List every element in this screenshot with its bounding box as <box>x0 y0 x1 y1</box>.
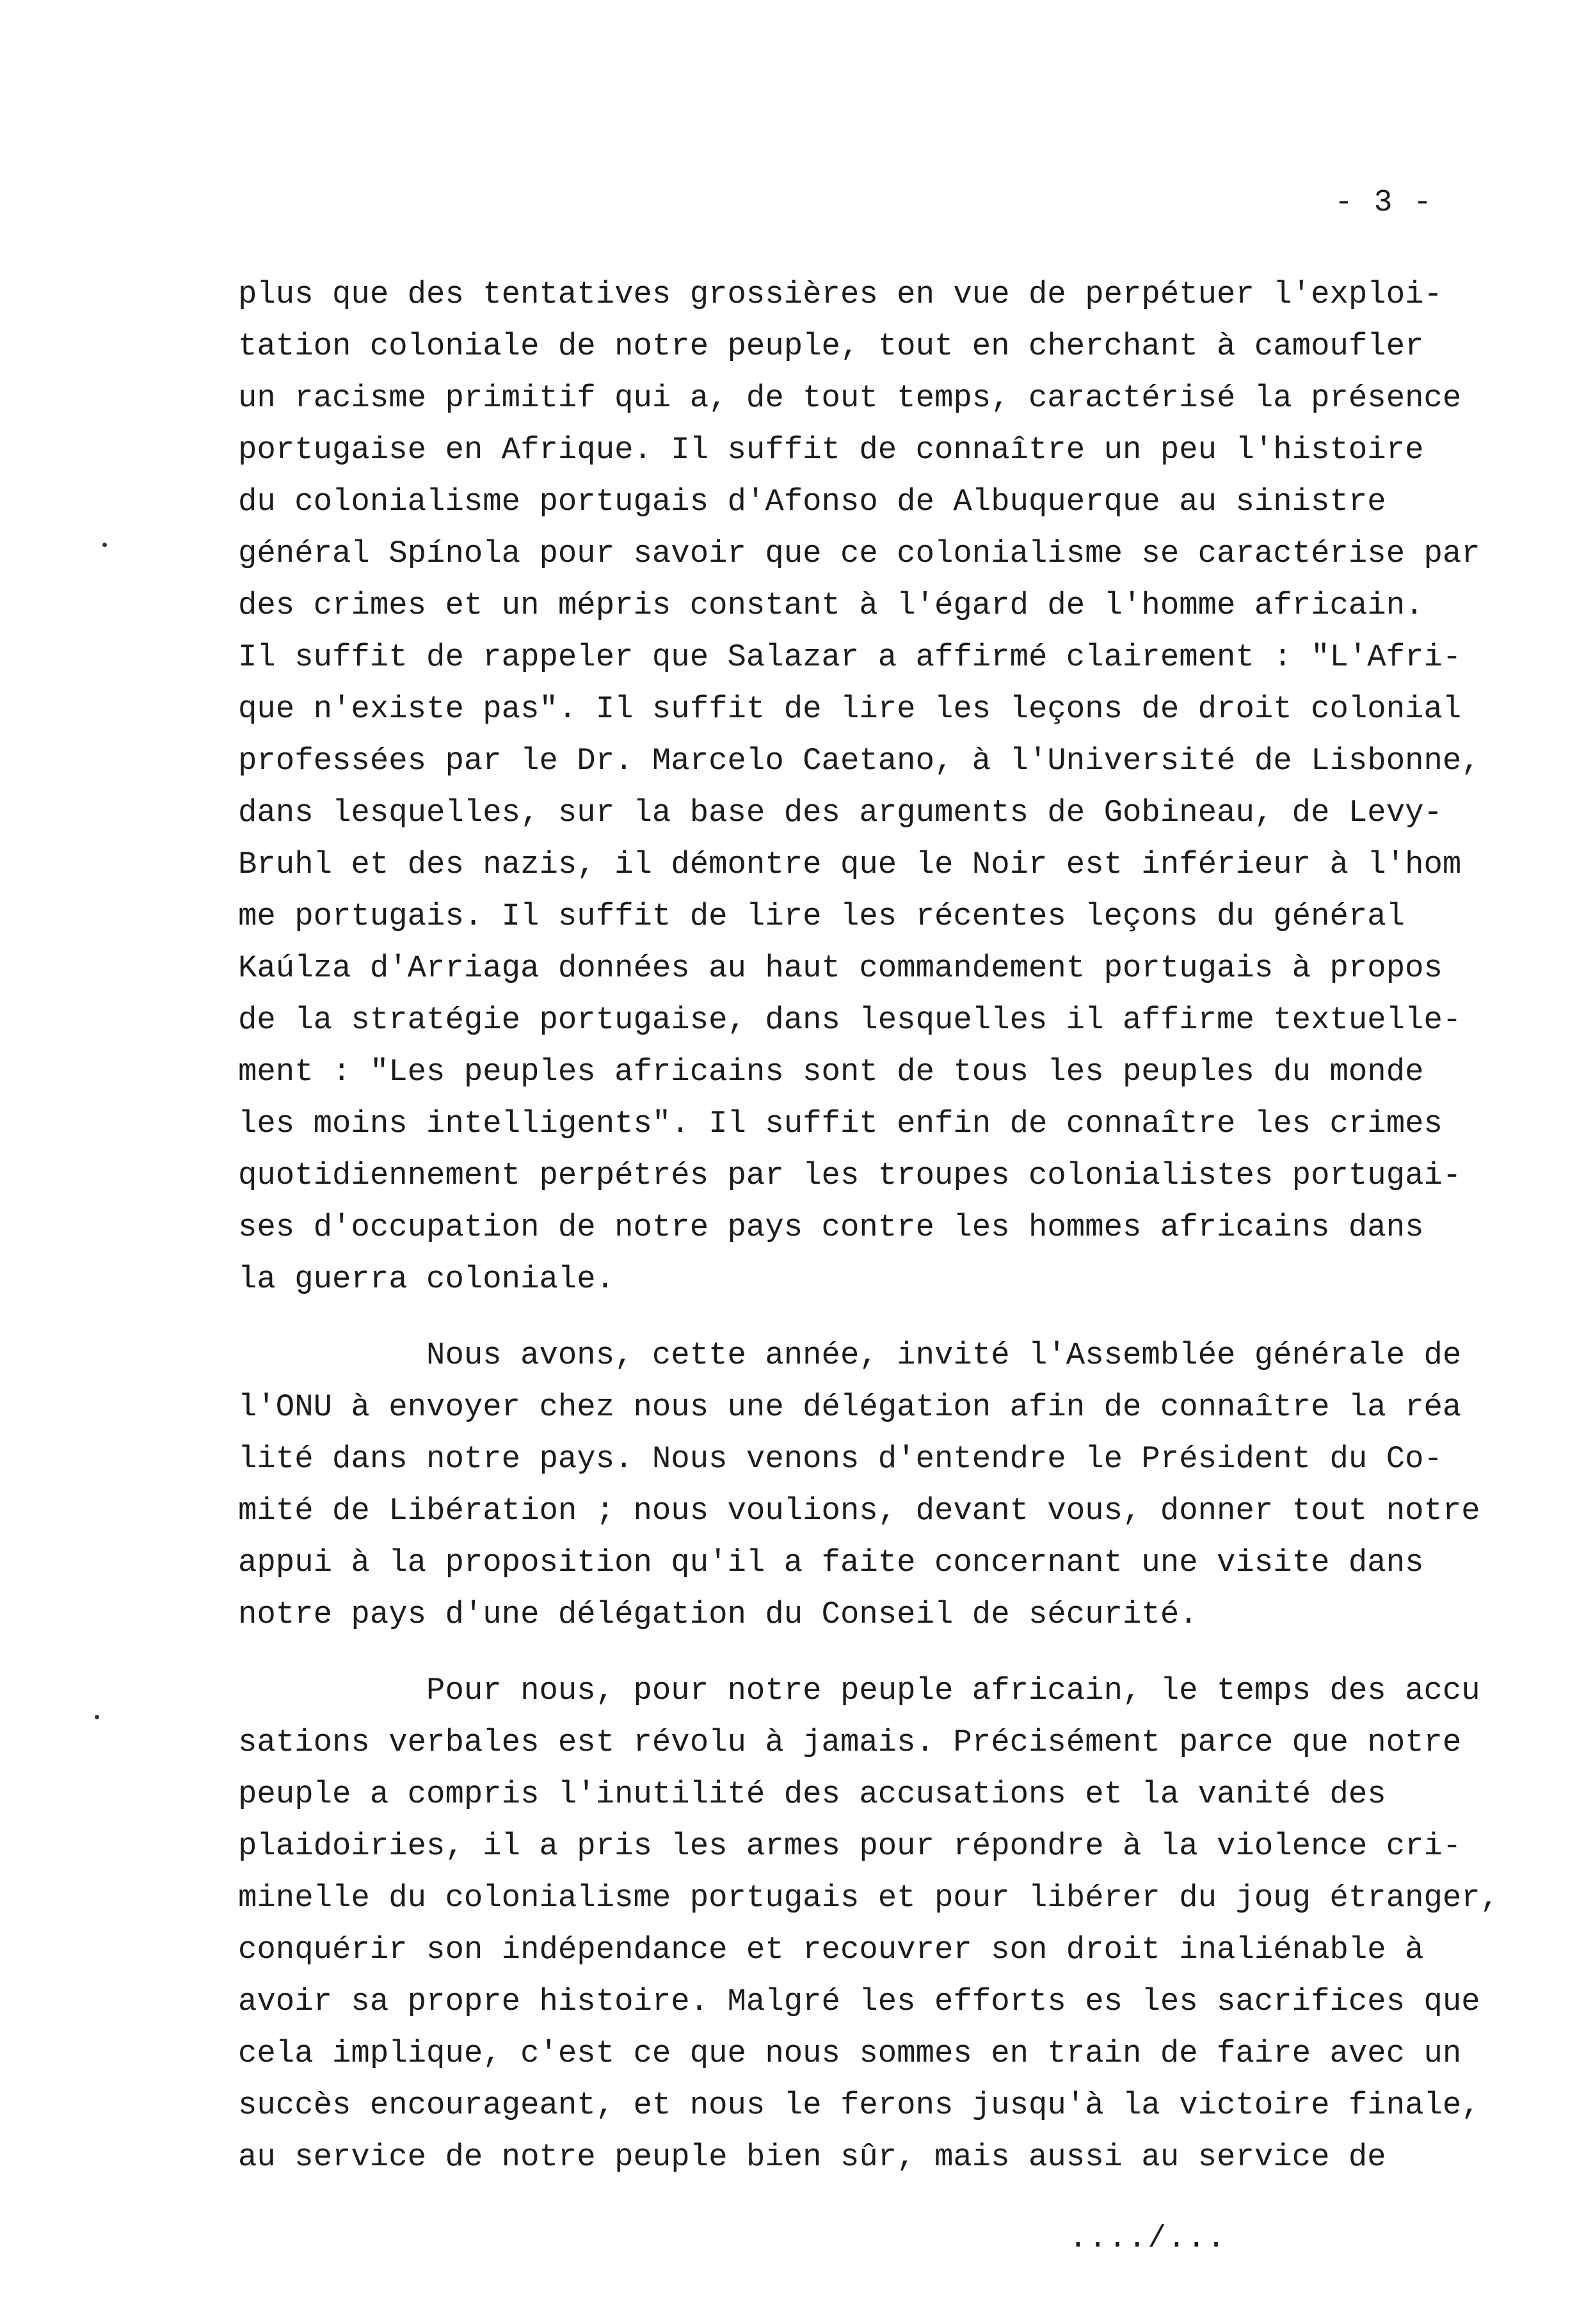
text-line: des crimes et un mépris constant à l'égard de l'homme africain. <box>238 587 1424 623</box>
text-line: Bruhl et des nazis, il démontre que le Noir est inférieur à l'hom <box>238 847 1462 882</box>
text-line: mité de Libération ; nous voulions, devant vous, donner tout notre <box>238 1493 1480 1529</box>
paragraph-3 <box>238 1665 1512 2183</box>
text-line: professées par le Dr. Marcelo Caetano, à l'Université de Lisbonne, <box>238 743 1480 779</box>
text-line: avoir sa propre histoire. Malgré les efforts es les sacrifices que <box>238 1984 1480 2019</box>
text-line: Nous avons, cette année, invité l'Assemblée générale de <box>238 1337 1462 1373</box>
text-line: me portugais. Il suffit de lire les récentes leçons du général <box>238 898 1405 934</box>
text-line: minelle du colonialisme portugais et pour libérer du joug étranger, <box>238 1880 1500 1916</box>
margin-mark <box>102 543 107 547</box>
continuation-mark: ..../... <box>1069 2222 1227 2256</box>
letter-body <box>238 269 1512 2183</box>
text-line: du colonialisme portugais d'Afonso de Albuquerque au sinistre <box>238 484 1386 520</box>
text-line: Il suffit de rappeler que Salazar a affirmé clairement : "L'Afri- <box>238 639 1462 675</box>
text-line: plus que des tentatives grossières en vue de perpétuer l'exploi- <box>238 276 1443 312</box>
text-line: que n'existe pas". Il suffit de lire les leçons de droit colonial <box>238 691 1462 727</box>
text-line: général Spínola pour savoir que ce colonialisme se caractérise par <box>238 536 1480 571</box>
margin-mark <box>95 1715 99 1719</box>
paragraph-2 <box>238 1330 1512 1641</box>
text-line: au service de notre peuple bien sûr, mais aussi au service de <box>238 2139 1386 2175</box>
paragraph-1 <box>238 269 1512 1305</box>
text-line: de la stratégie portugaise, dans lesquelles il affirme textuelle- <box>238 1002 1462 1038</box>
text-line: portugaise en Afrique. Il suffit de connaître un peu l'histoire <box>238 432 1424 468</box>
text-line: dans lesquelles, sur la base des arguments de Gobineau, de Levy- <box>238 795 1443 831</box>
page-number: - 3 - <box>1334 186 1434 220</box>
text-line: ment : "Les peuples africains sont de tous les peuples du monde <box>238 1054 1424 1090</box>
text-line: Pour nous, pour notre peuple africain, le temps des accu <box>238 1673 1480 1708</box>
text-line: un racisme primitif qui a, de tout temps, caractérisé la présence <box>238 380 1462 416</box>
text-line: tation coloniale de notre peuple, tout en cherchant à camoufler <box>238 328 1424 364</box>
text-line: ses d'occupation de notre pays contre les hommes africains dans <box>238 1209 1424 1245</box>
text-line: appui à la proposition qu'il a faite concernant une visite dans <box>238 1545 1424 1580</box>
text-line: peuple a compris l'inutilité des accusations et la vanité des <box>238 1776 1386 1812</box>
text-line: lité dans notre pays. Nous venons d'entendre le Président du Co- <box>238 1441 1443 1477</box>
text-line: Kaúlza d'Arriaga données au haut commandement portugais à propos <box>238 950 1443 986</box>
text-line: sations verbales est révolu à jamais. Précisément parce que notre <box>238 1724 1462 1760</box>
text-line: plaidoiries, il a pris les armes pour répondre à la violence cri- <box>238 1828 1462 1864</box>
text-line: conquérir son indépendance et recouvrer son droit inaliénable à <box>238 1932 1424 1968</box>
text-line: les moins intelligents". Il suffit enfin de connaître les crimes <box>238 1106 1443 1142</box>
text-line: cela implique, c'est ce que nous sommes en train de faire avec un <box>238 2035 1462 2071</box>
text-line: la guerra coloniale. <box>238 1261 615 1297</box>
text-line: succès encourageant, et nous le ferons jusqu'à la victoire finale, <box>238 2087 1480 2123</box>
text-line: quotidiennement perpétrés par les troupes colonialistes portugai- <box>238 1158 1462 1193</box>
text-line: l'ONU à envoyer chez nous une délégation afin de connaître la réa <box>238 1389 1462 1425</box>
text-line: notre pays d'une délégation du Conseil de sécurité. <box>238 1596 1198 1632</box>
